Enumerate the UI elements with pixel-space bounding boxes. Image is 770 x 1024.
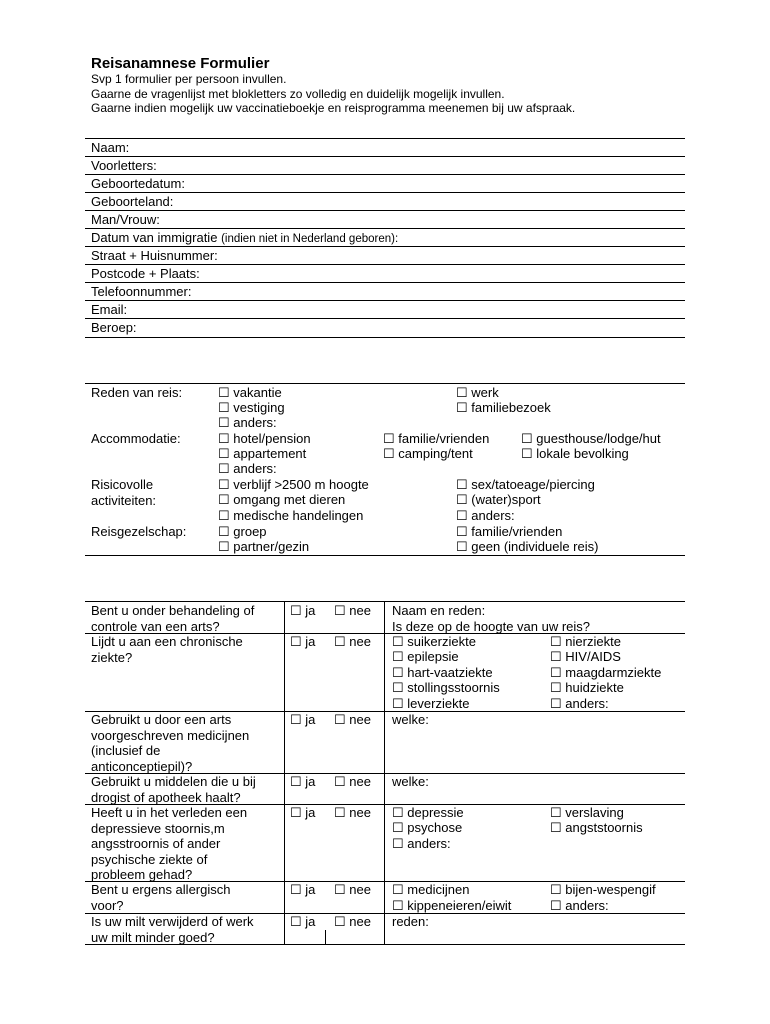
option-label: familie/vrienden	[398, 431, 490, 446]
checkbox-icon[interactable]: ☐	[456, 477, 468, 492]
option-label: ja	[305, 914, 316, 929]
option-label: kippeneieren/eiwit	[407, 898, 512, 913]
checkbox-icon[interactable]: ☐	[392, 649, 404, 664]
checkbox-familie-vrienden[interactable]	[383, 431, 489, 447]
option-label: angststoornis	[565, 820, 643, 835]
divider	[85, 264, 685, 265]
option-label: vestiging	[233, 400, 285, 415]
checkbox-hiv-aids[interactable]	[550, 649, 621, 665]
field-beroep[interactable]: Beroep:	[91, 320, 137, 335]
checkbox-ja[interactable]	[290, 712, 315, 728]
option-label: anders:	[407, 836, 451, 851]
question-line: psychische ziekte of	[91, 851, 208, 867]
checkbox-icon[interactable]: ☐	[383, 446, 395, 461]
checkbox-icon[interactable]: ☐	[334, 774, 346, 789]
option-label: ja	[305, 805, 316, 820]
checkbox-nee[interactable]	[334, 805, 371, 821]
checkbox-icon[interactable]: ☐	[334, 634, 346, 649]
checkbox-icon[interactable]: ☐	[521, 431, 533, 446]
option-label: omgang met dieren	[233, 492, 346, 507]
details-behandeling[interactable]	[392, 603, 590, 634]
checkbox-icon[interactable]: ☐	[383, 431, 395, 446]
checkbox-icon[interactable]: ☐	[334, 882, 346, 897]
question-drogist	[91, 774, 256, 805]
checkbox-hoogte[interactable]	[218, 477, 369, 493]
question-line: Bent u ergens allergisch	[91, 882, 231, 897]
option-label: ja	[305, 603, 316, 618]
checkbox-huidziekte[interactable]	[550, 680, 624, 696]
checkbox-nee[interactable]	[334, 603, 371, 619]
checkbox-icon[interactable]: ☐	[334, 712, 346, 727]
checkbox-icon[interactable]: ☐	[392, 665, 404, 680]
checkbox-icon[interactable]: ☐	[290, 805, 302, 820]
details-medicijnen[interactable]: welke:	[392, 712, 429, 727]
checkbox-psychose[interactable]	[392, 820, 462, 836]
option-label: nee	[349, 774, 371, 789]
question-line: Is uw milt verwijderd of werk	[91, 914, 254, 929]
checkbox-icon[interactable]: ☐	[290, 603, 302, 618]
checkbox-icon[interactable]: ☐	[290, 634, 302, 649]
checkbox-bijen-wespengif[interactable]	[550, 882, 656, 898]
option-label: stollingsstoornis	[407, 680, 500, 695]
checkbox-icon[interactable]: ☐	[334, 805, 346, 820]
option-label: werk	[471, 385, 499, 400]
checkbox-anders[interactable]	[456, 508, 515, 524]
checkbox-icon[interactable]: ☐	[550, 649, 562, 664]
checkbox-icon[interactable]: ☐	[550, 898, 562, 913]
option-label: partner/gezin	[233, 539, 310, 554]
checkbox-anders[interactable]	[550, 696, 609, 712]
checkbox-icon[interactable]: ☐	[550, 805, 562, 820]
question-line: angsstroornis of ander	[91, 836, 221, 851]
intro-line: Gaarne indien mogelijk uw vaccinatieboekje en reisprogramma meenemen bij uw afspraak.	[91, 101, 576, 115]
question-line: Bent u onder behandeling of	[91, 603, 255, 618]
checkbox-medicijnen[interactable]	[392, 882, 469, 898]
checkbox-icon[interactable]: ☐	[456, 508, 468, 523]
option-label: vakantie	[233, 385, 282, 400]
checkbox-icon[interactable]: ☐	[550, 680, 562, 695]
question-milt	[91, 914, 254, 945]
checkbox-nee[interactable]	[334, 882, 371, 898]
checkbox-icon[interactable]: ☐	[550, 820, 562, 835]
form-title: Reisanamnese Formulier	[91, 55, 270, 72]
question-line: probleem gehad?	[91, 867, 193, 882]
checkbox-icon[interactable]: ☐	[218, 415, 230, 430]
checkbox-icon[interactable]: ☐	[456, 385, 468, 400]
field-straat-huisnummer[interactable]: Straat + Huisnummer:	[91, 248, 218, 263]
divider	[85, 210, 685, 211]
checkbox-anders[interactable]	[218, 461, 277, 477]
option-label: nierziekte	[565, 634, 621, 649]
checkbox-nee[interactable]	[334, 634, 371, 650]
checkbox-angststoornis[interactable]	[550, 820, 643, 836]
checkbox-leverziekte[interactable]	[392, 696, 469, 712]
divider	[85, 192, 685, 193]
question-line: controle van een arts?	[91, 618, 220, 634]
question-line: Gebruikt u middelen die u bij	[91, 774, 256, 789]
checkbox-icon[interactable]: ☐	[550, 634, 562, 649]
checkbox-nee[interactable]	[334, 914, 371, 930]
question-line: uw milt minder goed?	[91, 929, 215, 945]
checkbox-icon[interactable]: ☐	[456, 400, 468, 415]
divider	[85, 337, 685, 338]
accommodation-label: Accommodatie:	[91, 431, 181, 446]
question-behandeling	[91, 603, 254, 634]
checkbox-kippeneieren[interactable]	[392, 898, 511, 914]
checkbox-icon[interactable]: ☐	[550, 696, 562, 711]
checkbox-icon[interactable]: ☐	[392, 882, 404, 897]
checkbox-icon[interactable]: ☐	[218, 524, 230, 539]
checkbox-watersport[interactable]	[456, 492, 541, 508]
company-label: Reisgezelschap:	[91, 524, 187, 539]
checkbox-icon[interactable]: ☐	[218, 461, 230, 476]
checkbox-icon[interactable]: ☐	[290, 914, 302, 929]
checkbox-hotel-pension[interactable]	[218, 431, 311, 447]
option-label: familiebezoek	[471, 400, 551, 415]
checkbox-icon[interactable]: ☐	[392, 634, 404, 649]
details-line: Is deze op de hoogte van uw reis?	[392, 618, 591, 634]
field-geboorteland[interactable]: Geboorteland:	[91, 194, 174, 209]
option-label: anders:	[233, 461, 277, 476]
option-label: verslaving	[565, 805, 624, 820]
checkbox-icon[interactable]: ☐	[218, 492, 230, 507]
checkbox-familiebezoek[interactable]	[456, 400, 551, 416]
option-label: medicijnen	[407, 882, 470, 897]
label-line: Risicovolle	[91, 477, 154, 492]
checkbox-icon[interactable]: ☐	[456, 524, 468, 539]
question-medicijnen	[91, 712, 249, 774]
checkbox-werk[interactable]	[456, 385, 499, 401]
checkbox-icon[interactable]: ☐	[334, 914, 346, 929]
checkbox-ja[interactable]	[290, 774, 315, 790]
option-label: anders:	[233, 415, 277, 430]
field-telefoonnummer[interactable]: Telefoonnummer:	[91, 284, 192, 299]
option-label: hotel/pension	[233, 431, 311, 446]
question-line: (inclusief de	[91, 743, 161, 758]
field-email[interactable]: Email:	[91, 302, 128, 317]
option-label: leverziekte	[407, 696, 470, 711]
divider	[85, 300, 685, 301]
option-label: nee	[349, 603, 371, 618]
checkbox-icon[interactable]: ☐	[218, 400, 230, 415]
checkbox-icon[interactable]: ☐	[334, 603, 346, 618]
checkbox-icon[interactable]: ☐	[392, 805, 404, 820]
checkbox-icon[interactable]: ☐	[392, 696, 404, 711]
question-line: Gebruikt u door een arts	[91, 712, 232, 727]
divider	[85, 228, 685, 229]
option-label: bijen-wespengif	[565, 882, 656, 897]
divider	[85, 318, 685, 319]
option-label: nee	[349, 914, 371, 929]
option-label: nee	[349, 712, 371, 727]
checkbox-icon[interactable]: ☐	[550, 665, 562, 680]
label-line: activiteiten:	[91, 492, 157, 508]
option-label: psychose	[407, 820, 463, 835]
checkbox-geen[interactable]	[456, 539, 598, 555]
intro-text	[91, 72, 575, 116]
divider	[85, 282, 685, 283]
option-label: ja	[305, 774, 316, 789]
option-label: depressie	[407, 805, 464, 820]
checkbox-ja[interactable]	[290, 603, 315, 619]
checkbox-verslaving[interactable]	[550, 805, 624, 821]
question-line: anticonceptiepil)?	[91, 758, 193, 774]
option-label: sex/tatoeage/piercing	[471, 477, 595, 492]
checkbox-icon[interactable]: ☐	[290, 882, 302, 897]
checkbox-depressie[interactable]	[392, 805, 464, 821]
divider	[85, 156, 685, 157]
checkbox-icon[interactable]: ☐	[218, 508, 230, 523]
checkbox-maagdarmziekte[interactable]	[550, 665, 661, 681]
option-label: appartement	[233, 446, 307, 461]
question-allergisch	[91, 882, 230, 913]
field-datum-immigratie[interactable]	[91, 230, 398, 245]
checkbox-icon[interactable]: ☐	[456, 492, 468, 507]
checkbox-sex-tatoeage[interactable]	[456, 477, 595, 493]
field-postcode-plaats[interactable]: Postcode + Plaats:	[91, 266, 200, 281]
option-label: medische handelingen	[233, 508, 364, 523]
option-label: HIV/AIDS	[565, 649, 621, 664]
checkbox-familie-vrienden[interactable]	[456, 524, 562, 540]
divider	[85, 944, 685, 945]
checkbox-partner-gezin[interactable]	[218, 539, 309, 555]
checkbox-icon[interactable]: ☐	[456, 539, 468, 554]
checkbox-anders[interactable]	[392, 836, 451, 852]
option-label: suikerziekte	[407, 634, 476, 649]
checkbox-epilepsie[interactable]	[392, 649, 459, 665]
divider	[85, 383, 685, 384]
field-man-vrouw[interactable]: Man/Vrouw:	[91, 212, 160, 227]
intro-line: Gaarne de vragenlijst met blokletters zo volledig en duidelijk mogelijk invullen.	[91, 86, 505, 101]
option-label: nee	[349, 882, 371, 897]
option-label: nee	[349, 634, 371, 649]
details-line: Naam en reden:	[392, 603, 486, 618]
option-label: verblijf >2500 m hoogte	[233, 477, 369, 492]
option-label: anders:	[471, 508, 515, 523]
checkbox-vestiging[interactable]	[218, 400, 285, 416]
question-line: voorgeschreven medicijnen	[91, 727, 250, 743]
question-line: drogist of apotheek haalt?	[91, 789, 241, 805]
option-label: ja	[305, 882, 316, 897]
divider	[85, 174, 685, 175]
divider	[85, 555, 685, 556]
question-line: depressieve stoornis,m	[91, 820, 225, 836]
divider	[85, 601, 685, 602]
checkbox-nee[interactable]	[334, 712, 371, 728]
option-label: ja	[305, 634, 316, 649]
field-voorletters[interactable]: Voorletters:	[91, 158, 157, 173]
checkbox-icon[interactable]: ☐	[218, 446, 230, 461]
checkbox-icon[interactable]: ☐	[290, 712, 302, 727]
option-label: anders:	[565, 696, 609, 711]
checkbox-stollingsstoornis[interactable]	[392, 680, 500, 696]
checkbox-icon[interactable]: ☐	[218, 539, 230, 554]
divider	[85, 138, 685, 139]
checkbox-icon[interactable]: ☐	[392, 680, 404, 695]
checkbox-nierziekte[interactable]	[550, 634, 621, 650]
risk-label	[91, 477, 156, 508]
checkbox-icon[interactable]: ☐	[218, 477, 230, 492]
checkbox-ja[interactable]	[290, 882, 315, 898]
question-chronisch	[91, 634, 243, 665]
checkbox-lokale-bevolking[interactable]	[521, 446, 629, 462]
checkbox-icon[interactable]: ☐	[392, 836, 404, 851]
checkbox-anders[interactable]	[218, 415, 277, 431]
option-label: maagdarmziekte	[565, 665, 662, 680]
field-label: Datum van immigratie	[91, 230, 218, 245]
checkbox-camping-tent[interactable]	[383, 446, 473, 462]
checkbox-icon[interactable]: ☐	[550, 882, 562, 897]
question-line: ziekte?	[91, 649, 133, 665]
option-label: huidziekte	[565, 680, 624, 695]
checkbox-icon[interactable]: ☐	[218, 385, 230, 400]
checkbox-appartement[interactable]	[218, 446, 306, 462]
checkbox-icon[interactable]: ☐	[218, 431, 230, 446]
immigration-note: (indien niet in Nederland geboren):	[221, 233, 399, 245]
checkbox-dieren[interactable]	[218, 492, 345, 508]
checkbox-ja[interactable]	[290, 634, 315, 650]
checkbox-icon[interactable]: ☐	[392, 820, 404, 835]
option-label: anders:	[565, 898, 609, 913]
checkbox-icon[interactable]: ☐	[290, 774, 302, 789]
checkbox-groep[interactable]	[218, 524, 267, 540]
checkbox-anders[interactable]	[550, 898, 609, 914]
column-divider	[325, 930, 326, 944]
reason-label: Reden van reis:	[91, 385, 183, 400]
divider	[85, 246, 685, 247]
details-drogist[interactable]: welke:	[392, 774, 429, 789]
option-label: familie/vrienden	[471, 524, 563, 539]
checkbox-nee[interactable]	[334, 774, 371, 790]
checkbox-ja[interactable]	[290, 805, 315, 821]
checkbox-suikerziekte[interactable]	[392, 634, 476, 650]
option-label: geen (individuele reis)	[471, 539, 599, 554]
checkbox-ja[interactable]	[290, 914, 315, 930]
checkbox-vakantie[interactable]	[218, 385, 282, 401]
option-label: camping/tent	[398, 446, 473, 461]
checkbox-medische-handelingen[interactable]	[218, 508, 363, 524]
option-label: lokale bevolking	[536, 446, 629, 461]
option-label: epilepsie	[407, 649, 459, 664]
checkbox-icon[interactable]: ☐	[521, 446, 533, 461]
option-label: hart-vaatziekte	[407, 665, 493, 680]
checkbox-icon[interactable]: ☐	[392, 898, 404, 913]
details-milt[interactable]: reden:	[392, 914, 429, 929]
option-label: guesthouse/lodge/hut	[536, 431, 661, 446]
option-label: groep	[233, 524, 267, 539]
option-label: ja	[305, 712, 316, 727]
question-line: Lijdt u aan een chronische	[91, 634, 243, 649]
intro-line: Svp 1 formulier per persoon invullen.	[91, 72, 287, 86]
checkbox-guesthouse[interactable]	[521, 431, 661, 447]
question-line: voor?	[91, 897, 124, 913]
question-line: Heeft u in het verleden een	[91, 805, 248, 820]
question-psychisch	[91, 805, 247, 883]
checkbox-hart-vaatziekte[interactable]	[392, 665, 493, 681]
option-label: (water)sport	[471, 492, 541, 507]
field-naam[interactable]: Naam:	[91, 140, 130, 155]
option-label: nee	[349, 805, 371, 820]
field-geboortedatum[interactable]: Geboortedatum:	[91, 176, 185, 191]
